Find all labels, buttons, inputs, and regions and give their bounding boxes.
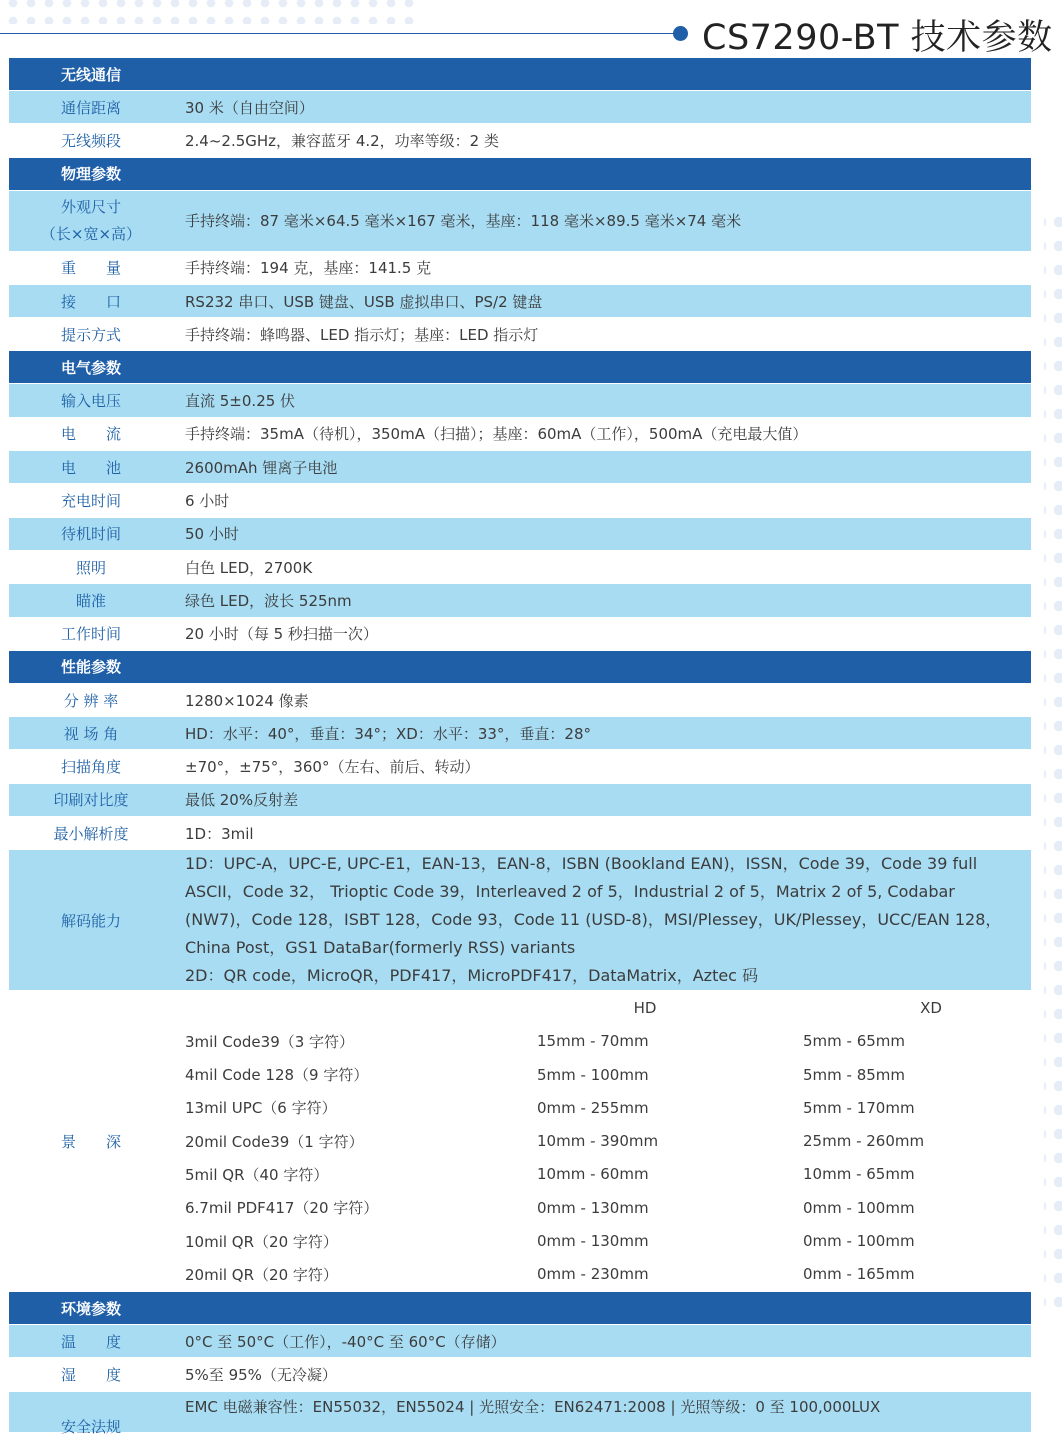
spec-row-depth-of-field: [9, 991, 1031, 1291]
spec-label: 工作时间: [60, 625, 121, 644]
spec-label-line2: （长×宽×高）: [40, 224, 142, 243]
dof-row: [173, 1224, 1043, 1257]
spec-value: 手持终端：194 克，基座：141.5 克: [185, 259, 432, 278]
spec-label: 输入电压: [60, 392, 121, 411]
dof-barcode: 5mil QR（40 字符）: [185, 1165, 329, 1184]
spec-row: [9, 191, 1031, 251]
spec-row: [9, 817, 1031, 849]
spec-label: 瞄准: [75, 591, 106, 610]
spec-label: [9, 194, 173, 248]
dof-header-hd: HD: [633, 998, 657, 1017]
dof-xd: 5mm - 170mm: [803, 1098, 915, 1117]
spec-table: [9, 58, 1031, 1436]
spec-row: [9, 252, 1031, 284]
dof-row: [173, 1058, 1043, 1091]
dof-hd: 0mm - 130mm: [537, 1232, 649, 1251]
section-header-performance: [9, 651, 1031, 683]
spec-label: 电 流: [60, 425, 121, 444]
spec-label: 湿 度: [60, 1365, 121, 1384]
spec-row: [9, 91, 1031, 123]
spec-value: ±70°，±75°，360°（左右、前后、转动）: [185, 758, 480, 777]
spec-value: 最低 20%反射差: [185, 791, 299, 810]
spec-row: [9, 318, 1031, 350]
spec-value: 5%至 95%（无冷凝）: [185, 1365, 337, 1384]
spec-value: 1280×1024 像素: [185, 691, 309, 710]
spec-value: 20 小时（每 5 秒扫描一次）: [185, 625, 378, 644]
spec-value: 白色 LED，2700K: [185, 558, 313, 577]
header-line: [0, 33, 678, 34]
section-title: 物理参数: [60, 165, 121, 184]
spec-row: [9, 717, 1031, 749]
dof-row: [173, 1258, 1043, 1291]
dof-barcode: 3mil Code39（3 字符）: [185, 1032, 355, 1051]
dof-barcode: 20mil Code39（1 字符）: [185, 1132, 364, 1151]
spec-label: 待机时间: [60, 525, 121, 544]
dof-row: [173, 1091, 1043, 1124]
dof-xd: 0mm - 100mm: [803, 1232, 915, 1251]
dof-hd: 0mm - 130mm: [537, 1198, 649, 1217]
dof-table: [173, 991, 1043, 1291]
spec-label: 接 口: [60, 292, 121, 311]
dof-xd: 10mm - 65mm: [803, 1165, 915, 1184]
spec-value: 30 米（自由空间）: [185, 98, 314, 117]
spec-label: 视 场 角: [63, 724, 119, 743]
spec-label: 提示方式: [60, 325, 121, 344]
spec-value: EMC 电磁兼容性：EN55032，EN55024 | 光照安全：EN62471:2008 | 光照等级：0 至 100,000LUX: [185, 1397, 881, 1416]
spec-value: 手持终端：87 毫米×64.5 毫米×167 毫米，基座：118 毫米×89.5 毫米×74 毫米: [185, 212, 742, 231]
dof-barcode: 4mil Code 128（9 字符）: [185, 1066, 369, 1085]
spec-label: 景 深: [9, 991, 173, 1291]
spec-row: [9, 1325, 1031, 1357]
spec-row: [9, 618, 1031, 650]
dof-row: [173, 1025, 1043, 1058]
spec-value: 1D：3mil: [185, 824, 254, 843]
spec-row: [9, 484, 1031, 516]
section-title: 性能参数: [60, 658, 121, 677]
spec-label: 安全法规: [60, 1417, 121, 1436]
spec-value: 2.4~2.5GHz，兼容蓝牙 4.2，功率等级：2 类: [185, 131, 499, 150]
section-header-wireless: [9, 58, 1031, 90]
spec-row: [9, 451, 1031, 483]
dof-hd: 0mm - 230mm: [537, 1265, 649, 1284]
spec-value: 50 小时: [185, 525, 239, 544]
spec-value: 0°C 至 50°C（工作），-40°C 至 60°C（存储）: [185, 1332, 506, 1351]
section-header-environment: [9, 1292, 1031, 1324]
spec-label: 印刷对比度: [53, 791, 129, 810]
spec-label: 照明: [75, 558, 106, 577]
dof-hd: 0mm - 255mm: [537, 1098, 649, 1117]
spec-row-decode: [9, 850, 1031, 990]
spec-label: 分 辨 率: [63, 691, 119, 710]
dof-xd: 0mm - 165mm: [803, 1265, 915, 1284]
spec-value: [173, 850, 1031, 990]
dof-barcode: 10mil QR（20 字符）: [185, 1232, 338, 1251]
spec-label: 扫描角度: [60, 758, 121, 777]
dof-header-xd: XD: [920, 998, 942, 1017]
spec-label-line1: 外观尺寸: [60, 197, 121, 216]
dof-hd: 10mm - 60mm: [537, 1165, 649, 1184]
spec-label: 最小解析度: [53, 824, 129, 843]
dof-row: [173, 1158, 1043, 1191]
dof-hd: 15mm - 70mm: [537, 1032, 649, 1051]
spec-label: 温 度: [60, 1332, 121, 1351]
dof-xd: 0mm - 100mm: [803, 1198, 915, 1217]
header-bullet: [673, 26, 688, 41]
dof-barcode: 20mil QR（20 字符）: [185, 1265, 338, 1284]
spec-row: [9, 684, 1031, 716]
spec-value: 绿色 LED，波长 525nm: [185, 591, 352, 610]
spec-row: [9, 1358, 1031, 1390]
spec-row: [9, 285, 1031, 317]
spec-value: 2600mAh 锂离子电池: [185, 458, 338, 477]
dof-hd: 10mm - 390mm: [537, 1132, 659, 1151]
dof-xd: 5mm - 65mm: [803, 1032, 906, 1051]
decode-2d: 2D：QR code，MicroQR，PDF417，MicroPDF417，DataMatrix，Aztec 码: [185, 966, 759, 986]
spec-label: 充电时间: [60, 492, 121, 511]
decorative-dots-top: [0, 0, 420, 24]
spec-value: 6 小时: [185, 492, 230, 511]
dof-barcode: 13mil UPC（6 字符）: [185, 1099, 337, 1118]
spec-row: [9, 418, 1031, 450]
dof-row: [173, 1125, 1043, 1158]
spec-value: 手持终端：蜂鸣器、LED 指示灯；基座：LED 指示灯: [185, 325, 539, 344]
section-title: 环境参数: [60, 1299, 121, 1318]
dof-xd: 25mm - 260mm: [803, 1132, 925, 1151]
decorative-dots-right: [1044, 210, 1062, 1310]
spec-value: HD：水平：40°，垂直：34°；XD：水平：33°，垂直：28°: [185, 724, 592, 743]
spec-row: [9, 518, 1031, 550]
spec-row: [9, 384, 1031, 416]
section-title: 电气参数: [60, 358, 121, 377]
spec-row: [9, 750, 1031, 782]
spec-label: 重 量: [60, 259, 121, 278]
spec-row: [9, 551, 1031, 583]
section-header-electrical: [9, 351, 1031, 383]
section-title: 无线通信: [60, 65, 121, 84]
dof-barcode: 6.7mil PDF417（20 字符）: [185, 1199, 379, 1218]
spec-row: [9, 584, 1031, 616]
dof-hd: 5mm - 100mm: [537, 1065, 649, 1084]
spec-row: [9, 784, 1031, 816]
spec-label: 解码能力: [60, 911, 121, 930]
spec-value: RS232 串口、USB 键盘、USB 虚拟串口、PS/2 键盘: [185, 292, 543, 311]
dof-row: [173, 1191, 1043, 1224]
spec-value: 手持终端：35mA（待机），350mA（扫描）；基座：60mA（工作），500mA（充电最大值）: [185, 425, 808, 444]
spec-label: 电 池: [60, 458, 121, 477]
spec-value: 直流 5±0.25 伏: [185, 392, 296, 411]
spec-row: [9, 124, 1031, 156]
spec-label: 通信距离: [60, 98, 121, 117]
dof-xd: 5mm - 85mm: [803, 1065, 906, 1084]
page-title: CS7290-BT 技术参数: [702, 18, 1053, 58]
spec-label: 无线频段: [60, 131, 121, 150]
section-header-physical: [9, 158, 1031, 190]
dof-header-row: [173, 991, 1043, 1024]
decode-1d: 1D：UPC-A，UPC-E, UPC-E1，EAN-13，EAN-8，ISBN (Bookland EAN)，ISSN，Code 39，Code 39 full ASCII，Code 32， Trioptic Code 39，Interleaved 2 of 5，Industrial 2 of 5，Matrix 2 of 5, Codabar (NW7)，Code 128，ISBT 128，Code 93，Code 11 (USD-8)，MSI/Plessey，UK/Plessey，UCC/EAN 128， China Post，GS1 DataBar(formerly RSS) variants: [185, 854, 1002, 958]
